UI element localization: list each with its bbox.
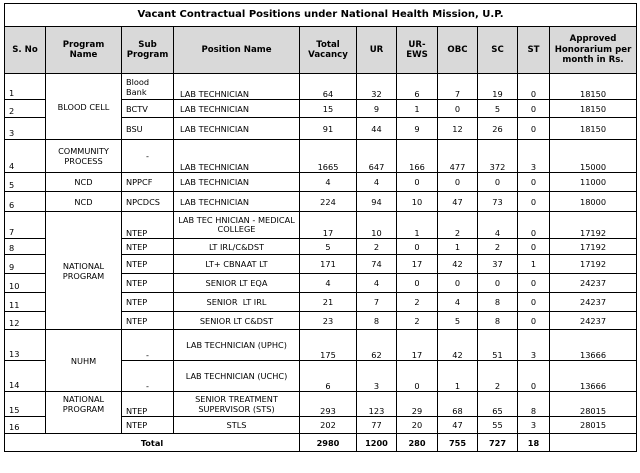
cell-sno: 10: [5, 274, 46, 293]
cell-sno: 3: [5, 118, 46, 140]
cell-sc: 8: [478, 293, 518, 312]
cell-sno: 8: [5, 239, 46, 255]
cell-total: 6: [300, 361, 357, 392]
cell-ur-ews: 29: [397, 392, 438, 417]
cell-sub-program: -: [122, 140, 174, 173]
cell-honorarium: 17192: [550, 239, 637, 255]
cell-sc: 4: [478, 212, 518, 239]
cell-sub-program: Blood Bank: [122, 74, 174, 100]
header-sno: S. No: [5, 27, 46, 74]
cell-ur: 7: [357, 293, 397, 312]
header-total-vacancy: Total Vacancy: [300, 27, 357, 74]
cell-obc: 4: [438, 293, 478, 312]
cell-ur-ews: 2: [397, 312, 438, 330]
cell-position: SENIOR LT IRL: [174, 293, 300, 312]
cell-total: 4: [300, 173, 357, 192]
program-nuhm: NUHM: [46, 330, 122, 392]
total-sc: 727: [478, 434, 518, 452]
cell-honorarium: 17192: [550, 255, 637, 274]
cell-sc: 37: [478, 255, 518, 274]
cell-sno: 14: [5, 361, 46, 392]
table-row: [5, 192, 637, 212]
cell-honorarium: 18000: [550, 192, 637, 212]
cell-sc: 2: [478, 361, 518, 392]
total-obc: 755: [438, 434, 478, 452]
cell-obc: 68: [438, 392, 478, 417]
cell-honorarium: 24237: [550, 293, 637, 312]
cell-ur: 62: [357, 330, 397, 361]
cell-obc: 0: [438, 173, 478, 192]
cell-ur: 74: [357, 255, 397, 274]
cell-sub-program: NTEP: [122, 239, 174, 255]
cell-honorarium: 28015: [550, 417, 637, 434]
cell-obc: 0: [438, 274, 478, 293]
cell-sc: 0: [478, 274, 518, 293]
cell-obc: 12: [438, 118, 478, 140]
total-ur-ews: 280: [397, 434, 438, 452]
cell-sno: 15: [5, 392, 46, 417]
cell-position: LT IRL/C&DST: [174, 239, 300, 255]
cell-ur: 9: [357, 100, 397, 118]
cell-st: 0: [518, 312, 550, 330]
total-ur: 1200: [357, 434, 397, 452]
cell-total: 15: [300, 100, 357, 118]
cell-obc: 2: [438, 212, 478, 239]
cell-sno: 1: [5, 74, 46, 100]
cell-total: 171: [300, 255, 357, 274]
cell-obc: 47: [438, 192, 478, 212]
cell-total: 1665: [300, 140, 357, 173]
title-row: [5, 4, 637, 27]
cell-position: LT+ CBNAAT LT: [174, 255, 300, 274]
cell-st: 0: [518, 293, 550, 312]
cell-obc: 47: [438, 417, 478, 434]
cell-honorarium: 17192: [550, 212, 637, 239]
header-program: Program Name: [46, 27, 122, 74]
table-row: [5, 140, 637, 173]
total-row: [5, 434, 637, 452]
cell-ur-ews: 0: [397, 173, 438, 192]
table-title: Vacant Contractual Positions under National Health Mission, U.P.: [5, 4, 637, 27]
cell-position: SENIOR TREATMENT SUPERVISOR (STS): [174, 392, 300, 417]
cell-honorarium: 13666: [550, 330, 637, 361]
cell-ur: 4: [357, 173, 397, 192]
cell-position: LAB TEC HNICIAN - MEDICAL COLLEGE: [174, 212, 300, 239]
cell-position: SENIOR LT C&DST: [174, 312, 300, 330]
program-blood-cell: BLOOD CELL: [46, 74, 122, 140]
cell-st: 0: [518, 192, 550, 212]
header-obc: OBC: [438, 27, 478, 74]
cell-ur: 123: [357, 392, 397, 417]
table-row: [5, 173, 637, 192]
cell-st: 0: [518, 100, 550, 118]
cell-honorarium: 24237: [550, 312, 637, 330]
cell-total: 23: [300, 312, 357, 330]
cell-sc: 19: [478, 74, 518, 100]
cell-obc: 7: [438, 74, 478, 100]
cell-ur-ews: 1: [397, 100, 438, 118]
cell-sc: 8: [478, 312, 518, 330]
cell-ur-ews: 17: [397, 255, 438, 274]
program-ncd: NCD: [46, 173, 122, 192]
cell-honorarium: 13666: [550, 361, 637, 392]
total-vacancy: 2980: [300, 434, 357, 452]
cell-st: 0: [518, 74, 550, 100]
cell-st: 0: [518, 274, 550, 293]
cell-ur-ews: 20: [397, 417, 438, 434]
cell-sc: 65: [478, 392, 518, 417]
cell-sc: 55: [478, 417, 518, 434]
cell-sub-program: BCTV: [122, 100, 174, 118]
cell-sub-program: NPPCF: [122, 173, 174, 192]
cell-honorarium: 18150: [550, 100, 637, 118]
cell-st: 0: [518, 118, 550, 140]
cell-sno: 4: [5, 140, 46, 173]
table-row: [5, 74, 637, 100]
cell-sc: 0: [478, 173, 518, 192]
cell-ur-ews: 1: [397, 212, 438, 239]
cell-obc: 1: [438, 239, 478, 255]
cell-obc: 477: [438, 140, 478, 173]
cell-ur-ews: 17: [397, 330, 438, 361]
cell-sub-program: NTEP: [122, 274, 174, 293]
program-national-program: NATIONAL PROGRAM: [46, 212, 122, 330]
cell-total: 175: [300, 330, 357, 361]
cell-total: 293: [300, 392, 357, 417]
header-st: ST: [518, 27, 550, 74]
cell-total: 21: [300, 293, 357, 312]
cell-sno: 12: [5, 312, 46, 330]
cell-total: 224: [300, 192, 357, 212]
cell-sub-program: NTEP: [122, 293, 174, 312]
cell-sno: 16: [5, 417, 46, 434]
cell-sc: 2: [478, 239, 518, 255]
cell-ur-ews: 10: [397, 192, 438, 212]
cell-sub-program: NTEP: [122, 312, 174, 330]
cell-ur-ews: 9: [397, 118, 438, 140]
cell-ur-ews: 166: [397, 140, 438, 173]
cell-ur: 94: [357, 192, 397, 212]
cell-sno: 9: [5, 255, 46, 274]
cell-position: SENIOR LT EQA: [174, 274, 300, 293]
cell-total: 5: [300, 239, 357, 255]
total-honorarium-blank: [550, 434, 637, 452]
header-honorarium: Approved Honorarium per month in Rs.: [550, 27, 637, 74]
cell-ur: 44: [357, 118, 397, 140]
total-st: 18: [518, 434, 550, 452]
table-row: [5, 330, 637, 361]
program-national-program-2: NATIONAL PROGRAM: [46, 392, 122, 434]
cell-honorarium: 18150: [550, 74, 637, 100]
cell-st: 3: [518, 417, 550, 434]
cell-sc: 5: [478, 100, 518, 118]
program-community-process: COMMUNITY PROCESS: [46, 140, 122, 173]
cell-sc: 73: [478, 192, 518, 212]
cell-ur: 647: [357, 140, 397, 173]
cell-ur-ews: 0: [397, 274, 438, 293]
cell-obc: 42: [438, 330, 478, 361]
cell-sub-program: -: [122, 361, 174, 392]
cell-position: STLS: [174, 417, 300, 434]
cell-ur-ews: 2: [397, 293, 438, 312]
cell-sno: 6: [5, 192, 46, 212]
program-ncd: NCD: [46, 192, 122, 212]
cell-ur: 77: [357, 417, 397, 434]
cell-st: 0: [518, 361, 550, 392]
header-ur-ews: UR-EWS: [397, 27, 438, 74]
cell-sno: 11: [5, 293, 46, 312]
cell-st: 0: [518, 212, 550, 239]
cell-position: LAB TECHNICIAN (UCHC): [174, 361, 300, 392]
cell-sub-program: NTEP: [122, 212, 174, 239]
cell-ur-ews: 0: [397, 239, 438, 255]
header-position: Position Name: [174, 27, 300, 74]
header-ur: UR: [357, 27, 397, 74]
cell-position: LAB TECHNICIAN: [174, 173, 300, 192]
cell-ur: 4: [357, 274, 397, 293]
cell-sub-program: NTEP: [122, 392, 174, 417]
cell-obc: 1: [438, 361, 478, 392]
cell-honorarium: 11000: [550, 173, 637, 192]
header-row: [5, 27, 637, 74]
cell-honorarium: 28015: [550, 392, 637, 417]
total-label: Total: [5, 434, 300, 452]
cell-ur: 2: [357, 239, 397, 255]
vacancy-table: [4, 3, 637, 452]
cell-st: 8: [518, 392, 550, 417]
cell-total: 64: [300, 74, 357, 100]
cell-ur: 10: [357, 212, 397, 239]
cell-ur: 3: [357, 361, 397, 392]
table-row: [5, 212, 637, 239]
cell-sc: 51: [478, 330, 518, 361]
cell-honorarium: 15000: [550, 140, 637, 173]
cell-sub-program: NTEP: [122, 255, 174, 274]
cell-sno: 5: [5, 173, 46, 192]
cell-st: 0: [518, 173, 550, 192]
cell-sc: 372: [478, 140, 518, 173]
cell-position: LAB TECHNICIAN: [174, 100, 300, 118]
cell-ur-ews: 6: [397, 74, 438, 100]
cell-sc: 26: [478, 118, 518, 140]
cell-sub-program: NPCDCS: [122, 192, 174, 212]
table-row: [5, 392, 637, 417]
cell-total: 202: [300, 417, 357, 434]
cell-sno: 7: [5, 212, 46, 239]
cell-position: LAB TECHNICIAN: [174, 192, 300, 212]
cell-total: 4: [300, 274, 357, 293]
cell-honorarium: 18150: [550, 118, 637, 140]
cell-sub-program: NTEP: [122, 417, 174, 434]
cell-total: 91: [300, 118, 357, 140]
header-sc: SC: [478, 27, 518, 74]
cell-st: 3: [518, 140, 550, 173]
cell-position: LAB TECHNICIAN (UPHC): [174, 330, 300, 361]
cell-position: LAB TECHNICIAN: [174, 74, 300, 100]
cell-obc: 5: [438, 312, 478, 330]
cell-position: LAB TECHNICIAN: [174, 140, 300, 173]
cell-ur-ews: 0: [397, 361, 438, 392]
cell-position: LAB TECHNICIAN: [174, 118, 300, 140]
cell-sno: 13: [5, 330, 46, 361]
cell-sub-program: BSU: [122, 118, 174, 140]
cell-ur: 8: [357, 312, 397, 330]
header-sub-program: Sub Program: [122, 27, 174, 74]
cell-st: 0: [518, 239, 550, 255]
cell-st: 1: [518, 255, 550, 274]
cell-sub-program: -: [122, 330, 174, 361]
cell-ur: 32: [357, 74, 397, 100]
cell-honorarium: 24237: [550, 274, 637, 293]
cell-obc: 0: [438, 100, 478, 118]
cell-total: 17: [300, 212, 357, 239]
cell-sno: 2: [5, 100, 46, 118]
cell-obc: 42: [438, 255, 478, 274]
cell-st: 3: [518, 330, 550, 361]
